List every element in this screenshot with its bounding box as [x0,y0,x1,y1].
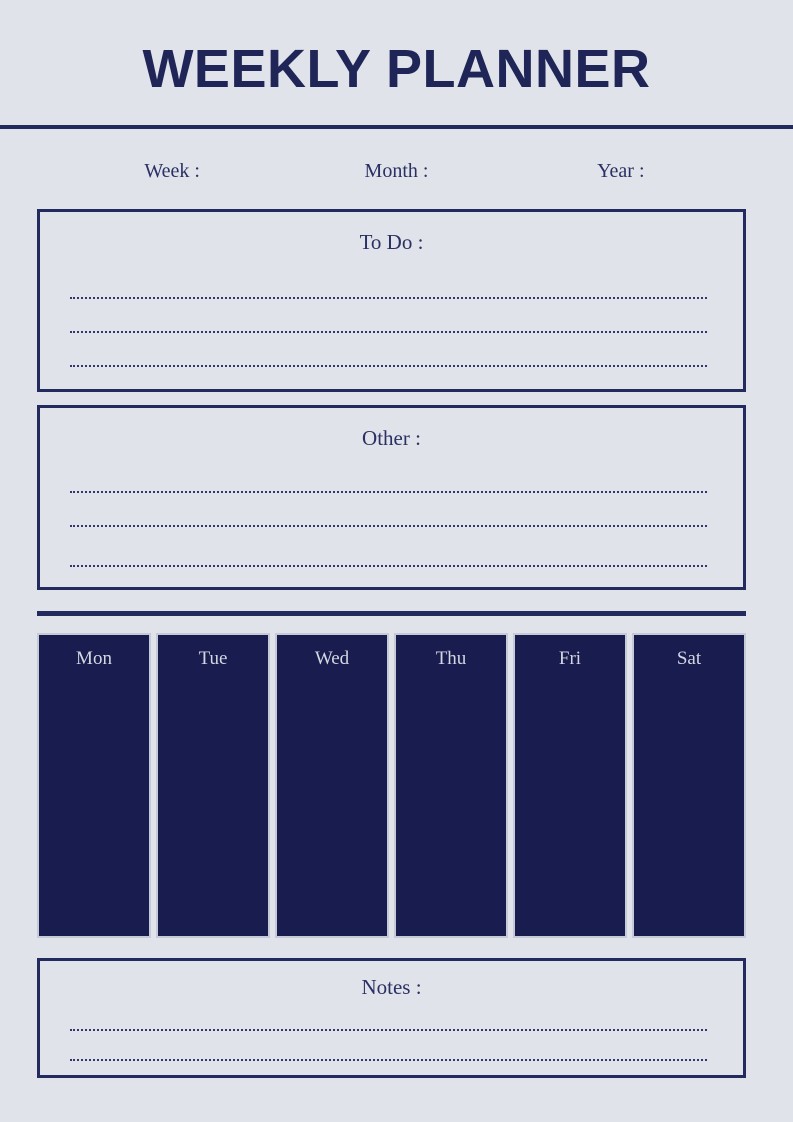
other-section-title: Other : [362,426,421,450]
year-field-label[interactable]: Year : [597,160,645,182]
todo-write-line-2[interactable] [70,331,707,333]
day-label-thu: Thu [435,648,467,669]
day-label-tue: Tue [198,648,228,669]
day-label-sat: Sat [676,648,702,669]
other-write-line-3[interactable] [70,565,707,567]
week-grid-divider [37,611,746,616]
todo-write-line-3[interactable] [70,365,707,367]
meta-row [60,160,733,183]
page-title: WEEKLY PLANNER [142,39,651,99]
notes-section-title: Notes : [361,975,422,999]
day-column-fri[interactable] [513,633,627,938]
day-column-tue[interactable] [156,633,270,938]
day-column-sat[interactable] [632,633,746,938]
week-grid [37,633,746,938]
todo-write-line-1[interactable] [70,297,707,299]
day-column-thu[interactable] [394,633,508,938]
day-column-wed[interactable] [275,633,389,938]
other-section [37,405,746,590]
notes-write-line-1[interactable] [70,1029,707,1031]
day-label-fri: Fri [558,648,582,669]
header-divider [0,125,793,129]
other-write-line-1[interactable] [70,491,707,493]
todo-section-title: To Do : [359,230,424,254]
day-column-mon[interactable] [37,633,151,938]
notes-section [37,958,746,1078]
week-field-label[interactable]: Week : [144,160,200,182]
month-field-label[interactable]: Month : [364,160,429,182]
todo-section [37,209,746,392]
other-write-line-2[interactable] [70,525,707,527]
notes-write-line-2[interactable] [70,1059,707,1061]
day-label-wed: Wed [314,648,350,669]
day-label-mon: Mon [76,648,112,669]
